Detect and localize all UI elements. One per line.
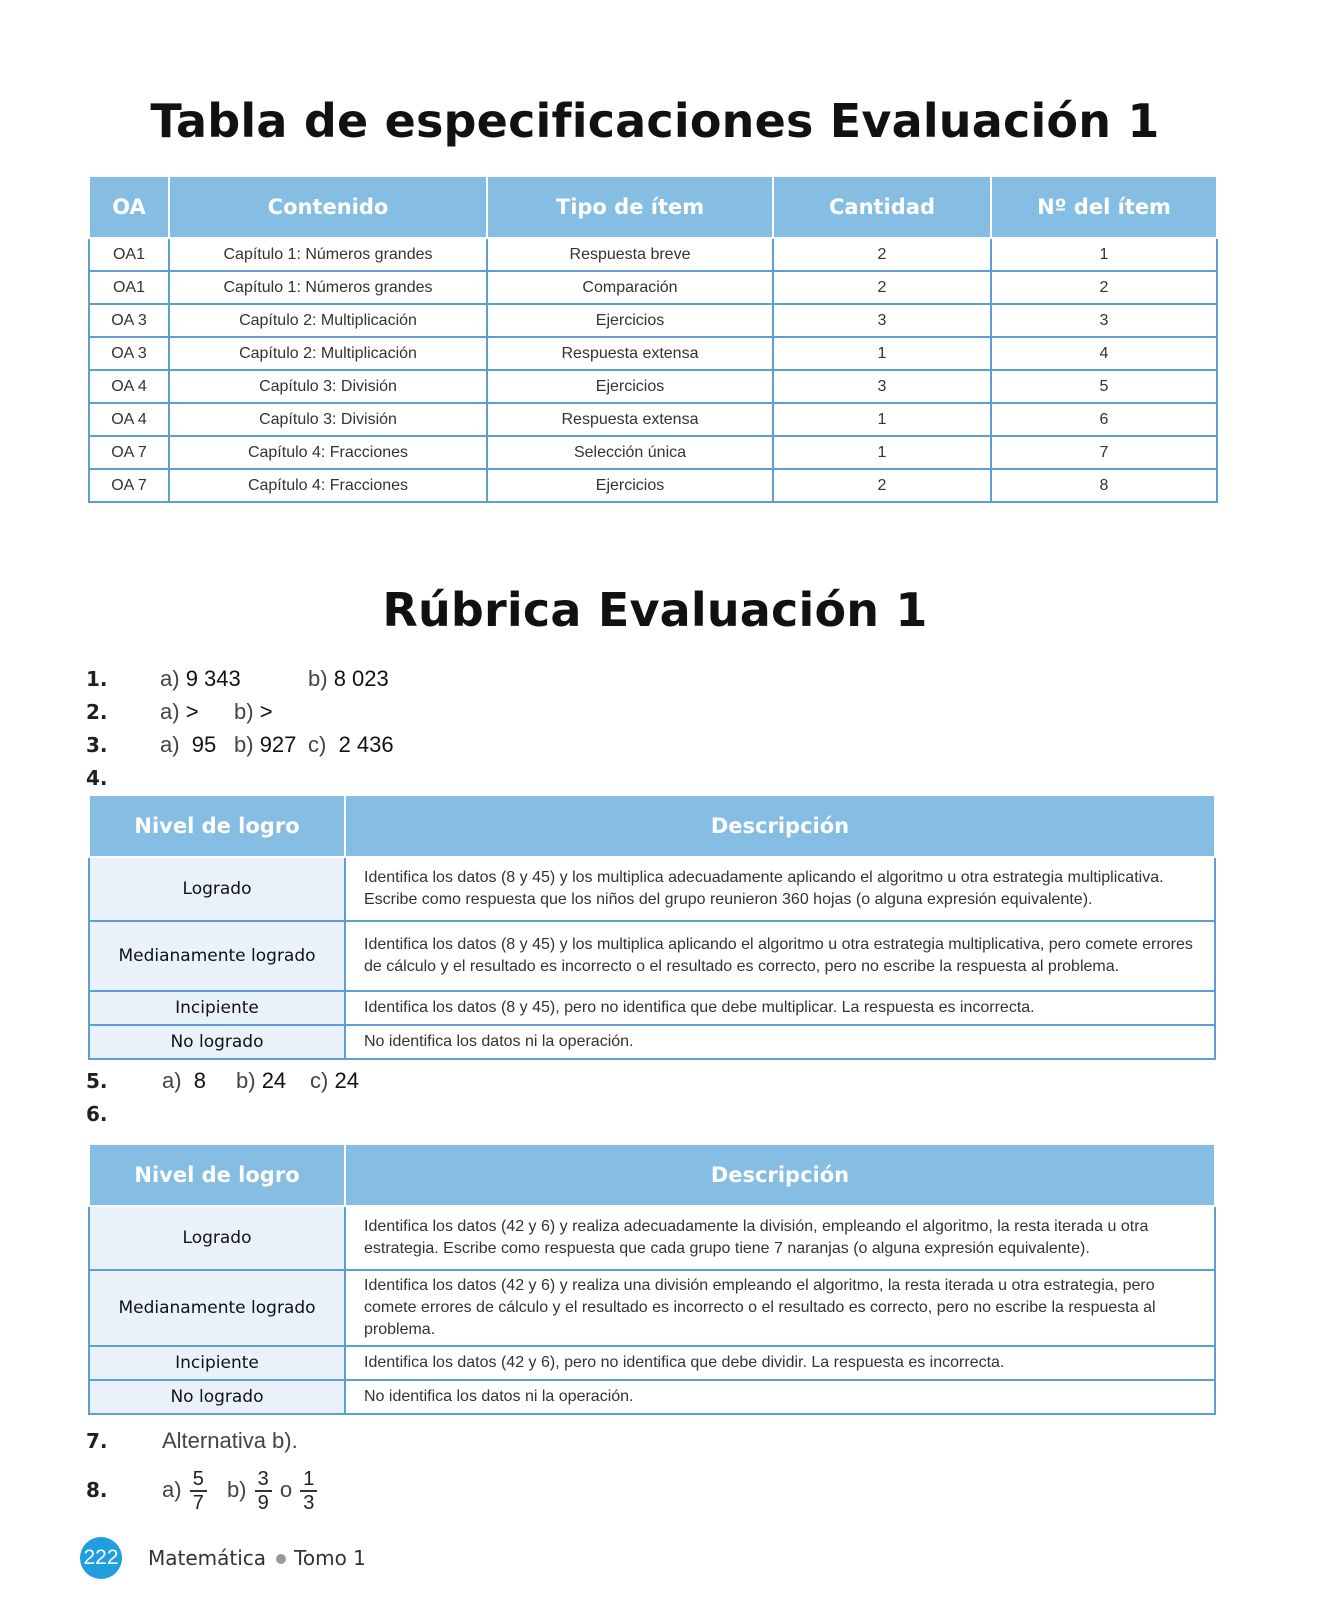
cell-cantidad: 1: [773, 337, 991, 370]
description-cell: Identifica los datos (42 y 6) y realiza una división empleando el algoritmo, la resta iterada u otra estrategia, pero comete errores de cálculo y el resultado es incorrecto o el resultado es correcto, pero no escribe la respuesta al problema.: [345, 1270, 1215, 1346]
cell-contenido: Capítulo 2: Multiplicación: [169, 337, 487, 370]
fraction-a: $\frac{5}{7}$: [190, 1468, 207, 1514]
table-row: [89, 271, 1217, 304]
cell-tipo: Ejercicios: [487, 304, 773, 337]
fraction-c: $\frac{1}{3}$: [300, 1468, 317, 1514]
description-cell: Identifica los datos (8 y 45), pero no identifica que debe multiplicar. La respuesta es incorrecta.: [345, 991, 1215, 1025]
rubric-table-6: [88, 1143, 1216, 1415]
answer-part-b: b) 24: [236, 1068, 287, 1093]
answer-part-c: c) 2 436: [308, 732, 394, 757]
cell-tipo: Respuesta extensa: [487, 403, 773, 436]
cell-oa: OA1: [89, 238, 169, 271]
description-cell: Identifica los datos (42 y 6) y realiza adecuadamente la división, empleando el algoritmo, la resta iterada u otra estrategia. Escribe como respuesta que cada grupo tiene 7 naranjas (o alguna expresión equivalente).: [345, 1206, 1215, 1270]
table-row: [89, 304, 1217, 337]
answer-number: 2.: [86, 700, 108, 724]
answer-part-a: a) >: [160, 699, 199, 724]
page-footer: [80, 1536, 366, 1580]
part-b-label: b): [226, 1477, 247, 1502]
spec-header-tipo: Tipo de ítem: [487, 176, 773, 238]
answer-fractions: [162, 1460, 319, 1520]
cell-item: 6: [991, 403, 1217, 436]
cell-cantidad: 2: [773, 469, 991, 502]
table-row: [89, 469, 1217, 502]
cell-oa: OA 3: [89, 304, 169, 337]
answer-number: 4.: [86, 766, 108, 790]
part-a-label: a): [162, 1477, 182, 1502]
level-cell: Logrado: [89, 857, 345, 921]
cell-item: 5: [991, 370, 1217, 403]
cell-cantidad: 3: [773, 370, 991, 403]
answer-number: 8.: [86, 1478, 108, 1502]
answer-part-b: b) >: [234, 699, 273, 724]
cell-item: 2: [991, 271, 1217, 304]
footer-subject: Matemática: [148, 1546, 267, 1570]
spec-header-cantidad: Cantidad: [773, 176, 991, 238]
spec-header-row: [89, 176, 1217, 238]
level-cell: Incipiente: [89, 1346, 345, 1380]
table-row: [89, 991, 1215, 1025]
rubric-table-4: [88, 794, 1216, 1060]
header-descripcion: Descripción: [345, 795, 1215, 857]
cell-item: 7: [991, 436, 1217, 469]
spec-header-contenido: Contenido: [169, 176, 487, 238]
cell-contenido: Capítulo 1: Números grandes: [169, 238, 487, 271]
cell-tipo: Respuesta extensa: [487, 337, 773, 370]
bullet-icon: [276, 1554, 286, 1564]
answer-part-a: a) 8: [162, 1068, 207, 1093]
description-cell: Identifica los datos (8 y 45) y los multiplica adecuadamente aplicando el algoritmo u otra estrategia multiplicativa. Escribe como respuesta que los niños del grupo reunieron 360 hojas (o alguna expresión equivalente).: [345, 857, 1215, 921]
cell-item: 3: [991, 304, 1217, 337]
description-cell: No identifica los datos ni la operación.: [345, 1025, 1215, 1059]
answer-number: 5.: [86, 1069, 108, 1093]
cell-contenido: Capítulo 1: Números grandes: [169, 271, 487, 304]
level-cell: Incipiente: [89, 991, 345, 1025]
cell-contenido: Capítulo 3: División: [169, 403, 487, 436]
fraction-b: $\frac{3}{9}$: [255, 1468, 272, 1514]
table-row: [89, 238, 1217, 271]
table-row: [89, 1270, 1215, 1346]
answer-part-a: a) 9 343: [160, 666, 241, 691]
answer-number: 6.: [86, 1102, 108, 1126]
table-row: [89, 370, 1217, 403]
cell-contenido: Capítulo 4: Fracciones: [169, 469, 487, 502]
footer-text: [148, 1546, 366, 1570]
description-cell: Identifica los datos (42 y 6), pero no identifica que debe dividir. La respuesta es incorrecta.: [345, 1346, 1215, 1380]
header-nivel: Nivel de logro: [89, 795, 345, 857]
table-row: [89, 436, 1217, 469]
rubric-header-row: [89, 795, 1215, 857]
table-row: [89, 1206, 1215, 1270]
table-row: [89, 1025, 1215, 1059]
header-descripcion: Descripción: [345, 1144, 1215, 1206]
table-row: [89, 1380, 1215, 1414]
level-cell: No logrado: [89, 1380, 345, 1414]
description-cell: Identifica los datos (8 y 45) y los multiplica aplicando el algoritmo u otra estrategia multiplicativa, pero comete errores de cálculo y el resultado es incorrecto o el resultado es correcto, pero no escribe la respuesta al problema.: [345, 921, 1215, 991]
spec-title: Tabla de especificaciones Evaluación 1: [150, 94, 1160, 148]
page-number: 222: [80, 1537, 122, 1579]
cell-tipo: Ejercicios: [487, 469, 773, 502]
cell-contenido: Capítulo 2: Multiplicación: [169, 304, 487, 337]
answer-text: Alternativa b).: [162, 1428, 298, 1453]
cell-tipo: Ejercicios: [487, 370, 773, 403]
description-cell: No identifica los datos ni la operación.: [345, 1380, 1215, 1414]
level-cell: Medianamente logrado: [89, 1270, 345, 1346]
cell-tipo: Comparación: [487, 271, 773, 304]
cell-item: 1: [991, 238, 1217, 271]
answer-part-b: b) 8 023: [308, 666, 389, 691]
cell-oa: OA 4: [89, 403, 169, 436]
level-cell: No logrado: [89, 1025, 345, 1059]
answer-part-b: b) 927: [234, 732, 297, 757]
level-cell: Medianamente logrado: [89, 921, 345, 991]
or-label: o: [279, 1477, 293, 1502]
answer-number: 3.: [86, 733, 108, 757]
cell-cantidad: 1: [773, 436, 991, 469]
cell-oa: OA1: [89, 271, 169, 304]
cell-oa: OA 7: [89, 469, 169, 502]
cell-contenido: Capítulo 3: División: [169, 370, 487, 403]
cell-cantidad: 3: [773, 304, 991, 337]
table-row: [89, 1346, 1215, 1380]
table-row: [89, 403, 1217, 436]
cell-cantidad: 2: [773, 271, 991, 304]
cell-cantidad: 2: [773, 238, 991, 271]
table-row: [89, 921, 1215, 991]
answer-part-c: c) 24: [310, 1068, 359, 1093]
cell-item: 8: [991, 469, 1217, 502]
rubric-title: Rúbrica Evaluación 1: [382, 583, 928, 637]
answer-number: 1.: [86, 667, 108, 691]
header-nivel: Nivel de logro: [89, 1144, 345, 1206]
table-row: [89, 337, 1217, 370]
specifications-table: [88, 175, 1218, 503]
answer-part-a: a) 95: [160, 732, 217, 757]
cell-tipo: Respuesta breve: [487, 238, 773, 271]
table-row: [89, 857, 1215, 921]
cell-oa: OA 7: [89, 436, 169, 469]
cell-tipo: Selección única: [487, 436, 773, 469]
cell-oa: OA 3: [89, 337, 169, 370]
cell-cantidad: 1: [773, 403, 991, 436]
spec-header-item: Nº del ítem: [991, 176, 1217, 238]
cell-oa: OA 4: [89, 370, 169, 403]
cell-item: 4: [991, 337, 1217, 370]
rubric-header-row: [89, 1144, 1215, 1206]
answer-number: 7.: [86, 1429, 108, 1453]
spec-header-oa: OA: [89, 176, 169, 238]
footer-volume: Tomo 1: [294, 1546, 366, 1570]
cell-contenido: Capítulo 4: Fracciones: [169, 436, 487, 469]
level-cell: Logrado: [89, 1206, 345, 1270]
